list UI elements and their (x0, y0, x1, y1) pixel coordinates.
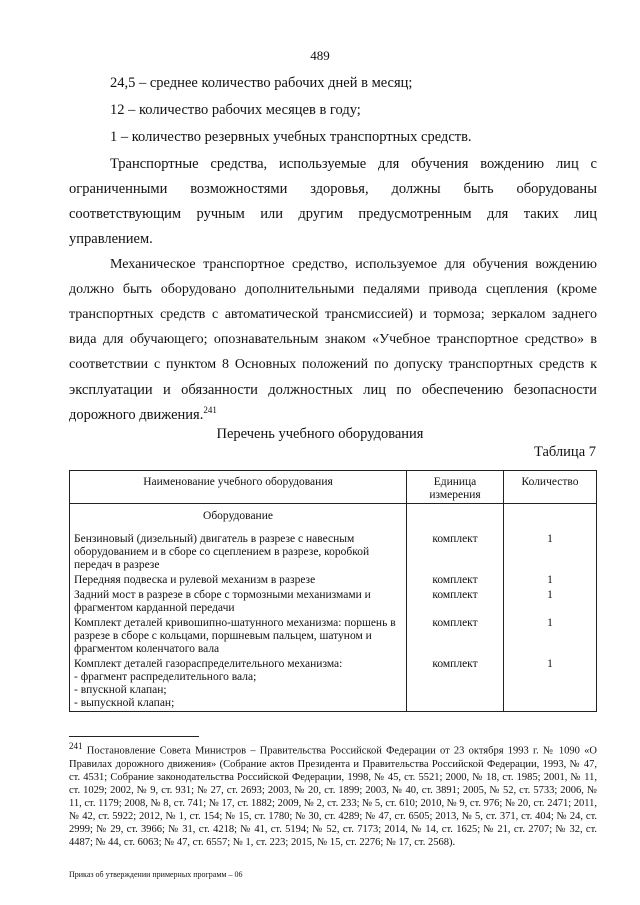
row-name: Бензиновый (дизельный) двигатель в разрезе с навесным оборудованием и в сборе со сцеплением в разрезе, коробкой передач в разрезе (70, 529, 407, 573)
text-line: должно быть оборудовано дополнительными педалями привода сцепления (кроме (69, 282, 597, 297)
text-line: 12 – количество рабочих месяцев в году; (110, 102, 361, 118)
word: обеспечению (421, 382, 504, 398)
table-label: Таблица 7 (533, 444, 596, 460)
text-line: 1 – количество резервных учебных транспортных средств. (110, 129, 472, 145)
word: возможностями (190, 181, 288, 197)
header-name: Наименование учебного оборудования (70, 471, 407, 504)
row-name (70, 657, 407, 712)
text-line: вида для обучающего; опознавательным знаком «Учебное транспортное средство» в (69, 332, 597, 347)
text-line: Транспортные средства, используемые для обучения вождению лиц с (110, 156, 597, 172)
word: ручным (196, 206, 245, 222)
section-title: Оборудование (70, 504, 407, 530)
row-unit: комплект (407, 657, 504, 712)
justified-line (69, 181, 597, 198)
sub-item: - выпускной клапан; (74, 697, 175, 709)
header-unit: Единица измерения (407, 471, 504, 504)
word: по (396, 382, 412, 398)
row-qty: 1 (504, 616, 597, 657)
table-row (70, 573, 597, 588)
word: здоровья, (310, 181, 369, 197)
table-header-row (70, 471, 597, 504)
row-qty: 1 (504, 588, 597, 616)
word: лиц (363, 382, 387, 398)
word: быть (463, 181, 494, 197)
word: другим (298, 206, 343, 222)
table-row (70, 616, 597, 657)
page-number: 489 (310, 48, 330, 63)
section-row (70, 504, 597, 530)
justified-line (69, 382, 597, 399)
footnote-divider (69, 736, 199, 737)
word: эксплуатации (69, 382, 153, 398)
text-line (69, 405, 217, 424)
row-unit: комплект (407, 616, 504, 657)
word: обязанности (181, 382, 258, 398)
table-row (70, 529, 597, 573)
page-footer: Приказ об утверждении примерных программ – 06 (69, 870, 243, 879)
word: соответствующим (69, 206, 182, 222)
text-line: транспортных средств с автоматической трансмиссией) и тормоза; зеркалом заднего (69, 307, 597, 322)
footnote-ref[interactable]: 241 (203, 405, 217, 415)
word: и (163, 382, 171, 398)
word: должностных (268, 382, 353, 398)
equipment-table (69, 470, 597, 712)
word: таких (523, 206, 559, 222)
text-line: Механическое транспортное средство, используемое для обучения вождению (110, 257, 597, 272)
word: лиц (574, 206, 597, 222)
footnote (69, 740, 597, 849)
row-qty: 1 (504, 529, 597, 573)
table-caption: Перечень учебного оборудования (216, 426, 424, 442)
footnote-text: Постановление Совета Министров – Правительства Российской Федерации от 23 октября 1993 г. № 1090 «О Правилах дорожного движения» (Собрание актов Президента и Правительства Российской Федерации, 1993, № 47, ст. 4531; Собрание законодательства Российской Федерации, 1998, № 45, ст. 5521; 2000, № 18, ст. 1985; 2001, № 11, ст. 1029; 2002, № 9, ст. 931; № 27, ст. 2693; 2003, № 20, ст. 1899; 2003, № 40, ст. 3891; 2005, № 52, ст. 5733; 2006, № 11, ст. 1179; 2008, № 8, ст. 741; № 17, ст. 1882; 2009, № 2, ст. 233; № 5, ст. 610; 2010, № 9, ст. 976; № 20, ст. 2471; 2011, № 42, ст. 5922; 2012, № 1, ст. 154; № 15, ст. 1780; № 30, ст. 4289; № 47, ст. 6505; 2013, № 5, ст. 371, ст. 404; № 24, ст. 2999; № 29, ст. 3966; № 31, ст. 4218; № 41, ст. 5194; № 52, ст. 7173; 2014, № 14, ст. 1625; № 21, ст. 2707; № 32, ст. 4487; № 44, ст. 6063; № 47, ст. 6557; № 1, ст. 223; 2015, № 15, ст. 2276; № 17, ст. 2568). (69, 745, 597, 848)
last-line-text: дорожного движения. (69, 406, 204, 423)
empty-cell (504, 504, 597, 530)
table-row (70, 588, 597, 616)
row-qty: 1 (504, 657, 597, 712)
row-name: Задний мост в разрезе в сборе с тормозными механизмами и фрагментом карданной передачи (70, 588, 407, 616)
footnote-mark: 241 (69, 741, 83, 751)
word: должны (391, 181, 441, 197)
row-unit: комплект (407, 573, 504, 588)
text-line: соответствии с пунктом 8 Основных положений по допуску транспортных средств к (69, 357, 597, 372)
row-name-text: Комплект деталей газораспределительного механизма: (74, 658, 343, 670)
header-qty: Количество (504, 471, 597, 504)
word: или (260, 206, 283, 222)
row-qty: 1 (504, 573, 597, 588)
word: безопасности (513, 382, 597, 398)
table-row (70, 657, 597, 712)
text-line: управлением. (69, 231, 153, 247)
sub-item: - фрагмент распределительного вала; (74, 671, 257, 683)
word: оборудованы (516, 181, 597, 197)
word: предусмотренным (358, 206, 472, 222)
word: для (487, 206, 509, 222)
justified-line (69, 206, 597, 223)
text-line: 24,5 – среднее количество рабочих дней в месяц; (110, 75, 413, 91)
row-name: Передняя подвеска и рулевой механизм в разрезе (70, 573, 407, 588)
row-name: Комплект деталей кривошипно-шатунного механизма: поршень в разрезе в сборе с кольцами, поршневым пальцем, шатуном и фрагментом коленчатого вала (70, 616, 407, 657)
row-unit: комплект (407, 529, 504, 573)
empty-cell (407, 504, 504, 530)
word: ограниченными (69, 181, 168, 197)
row-unit: комплект (407, 588, 504, 616)
sub-item: - впускной клапан; (74, 684, 167, 696)
